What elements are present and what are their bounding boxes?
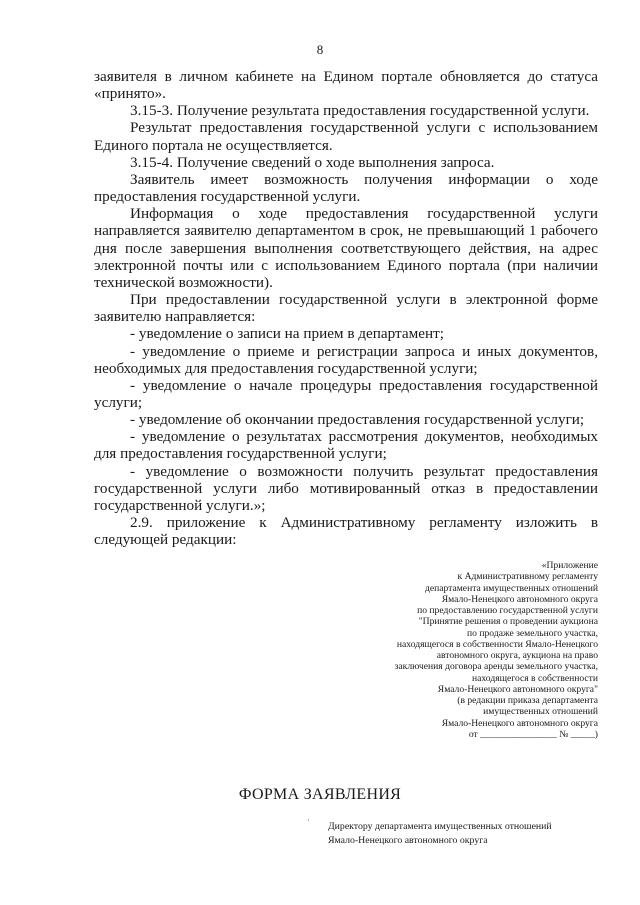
addressee-block bbox=[328, 820, 552, 847]
appendix-line: Ямало-Ненецкого автономного округа" bbox=[437, 683, 598, 695]
appendix-line: находящегося в собственности bbox=[471, 672, 598, 684]
paragraph-electronic-form-intro: При предоставлении государственной услуги в электронной форме заявителю направляется: bbox=[94, 291, 598, 326]
appendix-line: по продаже земельного участка, bbox=[467, 627, 598, 639]
appendix-line: по предоставлению государственной услуги bbox=[417, 605, 598, 616]
appendix-line: (в редакции приказа департамента bbox=[457, 695, 598, 706]
addressee-line: Ямало-Ненецкого автономного округа bbox=[328, 834, 488, 846]
paragraph-3-15-4-heading: 3.15-4. Получение сведений о ходе выполнения запроса. bbox=[130, 153, 495, 171]
document-body bbox=[94, 68, 598, 548]
appendix-header-block bbox=[300, 560, 598, 740]
appendix-line: имущественных отношений bbox=[483, 706, 598, 718]
stray-mark: · bbox=[307, 816, 310, 825]
appendix-line: от ________________ № _____) bbox=[468, 728, 598, 740]
addressee-line: Директору департамента имущественных отношений bbox=[328, 821, 552, 832]
page-number: 8 bbox=[316, 42, 324, 57]
list-item-review-results-notice: - уведомление о результатах рассмотрения документов, необходимых для предоставления государственной услуги; bbox=[94, 428, 598, 463]
list-item-appointment-notice: - уведомление о записи на прием в департамент; bbox=[130, 325, 444, 343]
appendix-line: к Административному регламенту bbox=[457, 571, 598, 583]
paragraph-info-sent-to-applicant: Информация о ходе предоставления государственной услуги направляется заявителю департаментом в срок, не превышающий 1 рабочего дня после завершения выполнения соответствующего действия, на адрес электронной почты или с использованием Единого портала (при наличии технической возможности). bbox=[94, 205, 598, 291]
appendix-line: Ямало-Ненецкого автономного округа bbox=[441, 593, 598, 605]
form-title: ФОРМА ЗАЯВЛЕНИЯ bbox=[238, 786, 402, 803]
appendix-line: департамента имущественных отношений bbox=[424, 582, 598, 594]
appendix-line: Ямало-Ненецкого автономного округа bbox=[441, 717, 598, 729]
paragraph-status-accepted: заявителя в личном кабинете на Едином портале обновляется до статуса «принято». bbox=[94, 68, 598, 103]
list-item-service-end-notice: - уведомление об окончании предоставления государственной услуги; bbox=[130, 411, 585, 429]
appendix-line: находящегося в собственности Ямало-Ненецкого bbox=[396, 638, 598, 650]
list-item-registration-notice: - уведомление о приеме и регистрации запроса и иных документов, необходимых для предоставления государственной услуги; bbox=[94, 342, 598, 377]
appendix-line: заключения договора аренды земельного участка, bbox=[394, 661, 598, 673]
paragraph-result-not-via-portal: Результат предоставления государственной услуги с использованием Единого портала не осуществляется. bbox=[94, 119, 598, 154]
paragraph-3-15-3-heading: 3.15-3. Получение результата предоставления государственной услуги. bbox=[130, 102, 590, 120]
paragraph-applicant-can-get-info: Заявитель имеет возможность получения информации о ходе предоставления государственной услуги. bbox=[94, 170, 598, 206]
appendix-line: "Принятие решения о проведении аукциона bbox=[418, 616, 598, 628]
list-item-procedure-start-notice: - уведомление о начале процедуры предоставления государственной услуги; bbox=[94, 376, 598, 411]
appendix-line: «Приложение bbox=[541, 560, 598, 571]
paragraph-2-9-amendment: 2.9. приложение к Административному регламенту изложить в bbox=[130, 514, 598, 532]
paragraph-2-9-continuation: следующей редакции: bbox=[94, 531, 237, 549]
appendix-line: автономного округа, аукциона на право bbox=[436, 650, 598, 661]
list-item-result-or-refusal-notice: - уведомление о возможности получить результат предоставления государственной услуги либо мотивированный отказ в предоставлении государственной услуги.»; bbox=[94, 462, 598, 514]
